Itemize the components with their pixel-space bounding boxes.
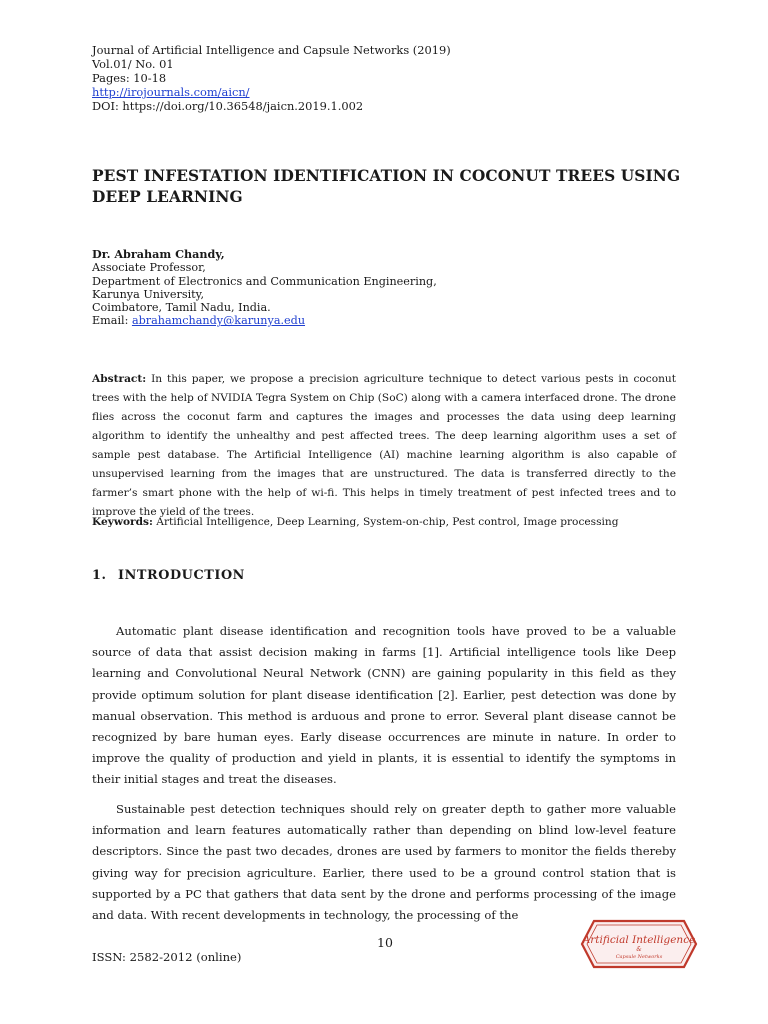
author-name: Dr. Abraham Chandy, xyxy=(92,247,225,261)
journal-name: Journal of Artificial Intelligence and Capsule Networks (2019) xyxy=(92,43,451,57)
journal-header xyxy=(92,43,451,113)
author-block xyxy=(92,248,437,328)
author-position: Associate Professor, xyxy=(92,261,206,275)
page-number: 10 xyxy=(377,935,393,950)
issn-text: ISSN: 2582-2012 (online) xyxy=(92,950,242,964)
abstract-text: In this paper, we propose a precision agriculture technique to detect various pests in coconut trees with the help of NVIDIA Tegra System on Chip (SoC) along with a camera interfaced drone. The drone flies across the coconut farm and captures the images and processes the data using deep learning algorithm to identify the unhealthy and pest affected trees. The deep learning algorithm uses a set of sample pest database. The Artificial Intelligence (AI) machine learning algorithm is also capable of unsupervised learning from the images that are unstructured. The data is transferred directly to the farmer’s smart phone with the help of wi-fi. This helps in timely treatment of pest infected trees and to improve the yield of the trees. xyxy=(92,373,676,518)
author-university: Karunya University, xyxy=(92,287,205,301)
author-department: Department of Electronics and Communication Engineering, xyxy=(92,274,437,288)
logo-text-line2: & xyxy=(636,946,642,953)
abstract-label: Abstract: xyxy=(92,373,147,385)
journal-doi: DOI: https://doi.org/10.36548/jaicn.2019.1.002 xyxy=(92,99,364,113)
author-email-link[interactable]: abrahamchandy@karunya.edu xyxy=(131,314,306,328)
journal-pages: Pages: 10-18 xyxy=(92,71,167,85)
section-title: INTRODUCTION xyxy=(118,568,245,583)
section-heading-introduction xyxy=(92,568,245,583)
intro-paragraph-1: Automatic plant disease identification and recognition tools have proved to be a valuable source of data that assist decision making in farms [1]. Artificial intelligence tools like Deep learning and Convolutional Neural Network (CNN) are gaining popularity in this field as they provide optimum solution for plant disease identification [2]. Earlier, pest detection was done by manual observation. This method is arduous and prone to error. Several plant disease cannot be recognized by bare human eyes. Early disease occurrences are minute in nature. In order to improve the quality of production and yield in plants, it is essential to identify the symptoms in their initial stages and treat the diseases. xyxy=(92,624,676,787)
author-location: Coimbatore, Tamil Nadu, India. xyxy=(92,301,271,315)
keywords xyxy=(92,515,676,529)
intro-paragraph-2: Sustainable pest detection techniques should rely on greater depth to gather more valuable information and learn features automatically rather than depending on blind low-level feature descriptors. Since the past two decades, drones are used by farmers to monitor the fields thereby giving way for precision agriculture. Earlier, there used to be a ground control station that is supported by a PC that gathers that data sent by the drone and performs processing of the image and data. With recent developments in technology, the processing of the xyxy=(92,802,676,923)
keywords-label: Keywords: xyxy=(92,516,153,528)
paper-title: PEST INFESTATION IDENTIFICATION IN COCONUT TREES USING DEEP LEARNING xyxy=(92,167,681,206)
journal-url-link[interactable]: http://irojournals.com/aicn/ xyxy=(92,85,250,99)
section-number: 1. xyxy=(92,568,107,583)
author-email-line xyxy=(92,314,437,327)
abstract xyxy=(92,370,676,522)
logo-text-line1: Artificial Intelligence xyxy=(582,934,696,946)
email-label: Email: xyxy=(92,314,129,328)
journal-volume: Vol.01/ No. 01 xyxy=(92,57,174,71)
journal-logo xyxy=(578,918,700,970)
keywords-text: Artificial Intelligence, Deep Learning, System-on-chip, Pest control, Image processing xyxy=(156,516,619,528)
logo-text-line3: Capsule Networks xyxy=(615,954,663,960)
